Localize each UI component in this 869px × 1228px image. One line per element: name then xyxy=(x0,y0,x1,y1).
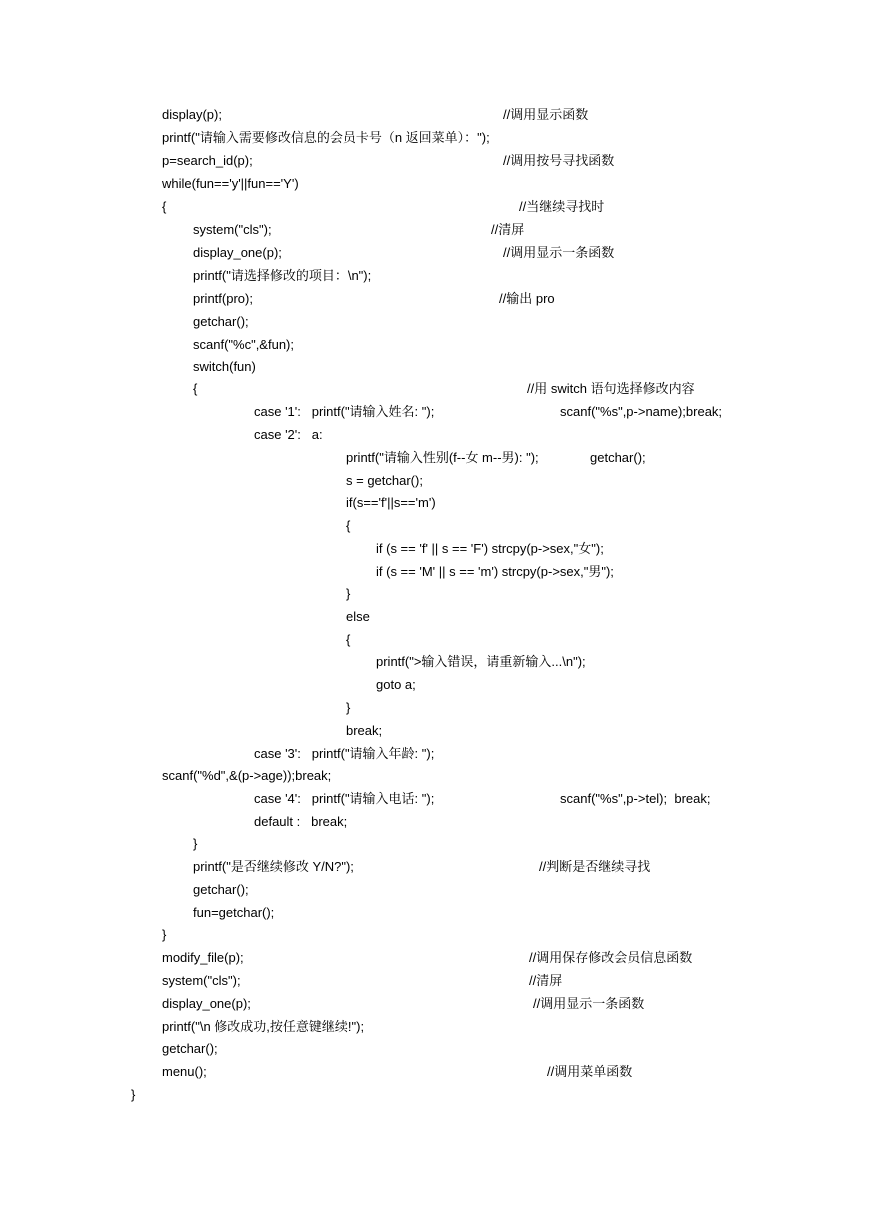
code-comment: //当继续寻找时 xyxy=(519,199,605,214)
code-statement: scanf("%s",p->name);break; xyxy=(560,404,723,419)
code-line: printf("请输入性别(f--女 m--男): "); xyxy=(346,450,539,465)
code-line: getchar(); xyxy=(162,1041,218,1056)
code-comment: //用 switch 语句选择修改内容 xyxy=(527,381,695,396)
code-line: if (s == 'f' || s == 'F') strcpy(p->sex,"女"); xyxy=(376,541,604,556)
code-line: menu(); xyxy=(162,1064,207,1079)
code-line: modify_file(p); xyxy=(162,950,244,965)
code-line: s = getchar(); xyxy=(346,473,423,488)
code-line: break; xyxy=(346,723,383,738)
code-line: getchar(); xyxy=(193,882,249,897)
code-line: } xyxy=(346,700,351,715)
code-line: scanf("%d",&(p->age));break; xyxy=(162,768,332,783)
code-line: { xyxy=(193,381,198,396)
code-statement: getchar(); xyxy=(590,450,646,465)
code-line: case '2': a: xyxy=(254,427,323,442)
code-line: getchar(); xyxy=(193,314,249,329)
code-line: fun=getchar(); xyxy=(193,905,275,920)
code-line: printf(">输入错误，请重新输入...\n"); xyxy=(376,654,586,669)
code-line: system("cls"); xyxy=(162,973,241,988)
code-line: printf("请输入需要修改信息的会员卡号（n 返回菜单）："); xyxy=(162,130,490,145)
code-comment: //调用菜单函数 xyxy=(547,1064,633,1079)
code-line: } xyxy=(193,836,198,851)
code-line: printf("请选择修改的项目：\n"); xyxy=(193,268,372,283)
code-statement: scanf("%s",p->tel); break; xyxy=(560,791,711,806)
code-comment: //调用显示一条函数 xyxy=(533,996,645,1011)
code-line: while(fun=='y'||fun=='Y') xyxy=(162,176,299,191)
code-line: switch(fun) xyxy=(193,359,256,374)
code-comment: //清屏 xyxy=(491,222,525,237)
code-line: } xyxy=(162,927,167,942)
code-line: case '1': printf("请输入姓名: "); xyxy=(254,404,435,419)
code-comment: //调用保存修改会员信息函数 xyxy=(529,950,693,965)
code-line: printf(pro); xyxy=(193,291,253,306)
code-line: printf("\n 修改成功,按任意键继续!"); xyxy=(162,1019,365,1034)
code-line: } xyxy=(346,586,351,601)
code-comment: //判断是否继续寻找 xyxy=(539,859,651,874)
code-line: { xyxy=(346,518,351,533)
code-line: goto a; xyxy=(376,677,416,692)
code-line: display_one(p); xyxy=(193,245,282,260)
code-comment: //输出 pro xyxy=(499,291,555,306)
code-line: default : break; xyxy=(254,814,348,829)
code-line: else xyxy=(346,609,370,624)
code-line: display(p); xyxy=(162,107,222,122)
code-line: case '4': printf("请输入电话: "); xyxy=(254,791,435,806)
code-comment: //调用显示函数 xyxy=(503,107,589,122)
code-comment: //调用显示一条函数 xyxy=(503,245,615,260)
code-comment: //调用按号寻找函数 xyxy=(503,153,615,168)
code-line: scanf("%c",&fun); xyxy=(193,337,294,352)
code-line: display_one(p); xyxy=(162,996,251,1011)
code-comment: //清屏 xyxy=(529,973,563,988)
code-line: case '3': printf("请输入年龄: "); xyxy=(254,746,435,761)
code-line: { xyxy=(162,199,167,214)
code-line: } xyxy=(131,1087,136,1102)
code-line: if (s == 'M' || s == 'm') strcpy(p->sex,"男"); xyxy=(376,564,614,579)
code-line: p=search_id(p); xyxy=(162,153,253,168)
code-line: system("cls"); xyxy=(193,222,272,237)
code-line: if(s=='f'||s=='m') xyxy=(346,495,436,510)
code-line: { xyxy=(346,632,351,647)
code-line: printf("是否继续修改 Y/N?"); xyxy=(193,859,354,874)
